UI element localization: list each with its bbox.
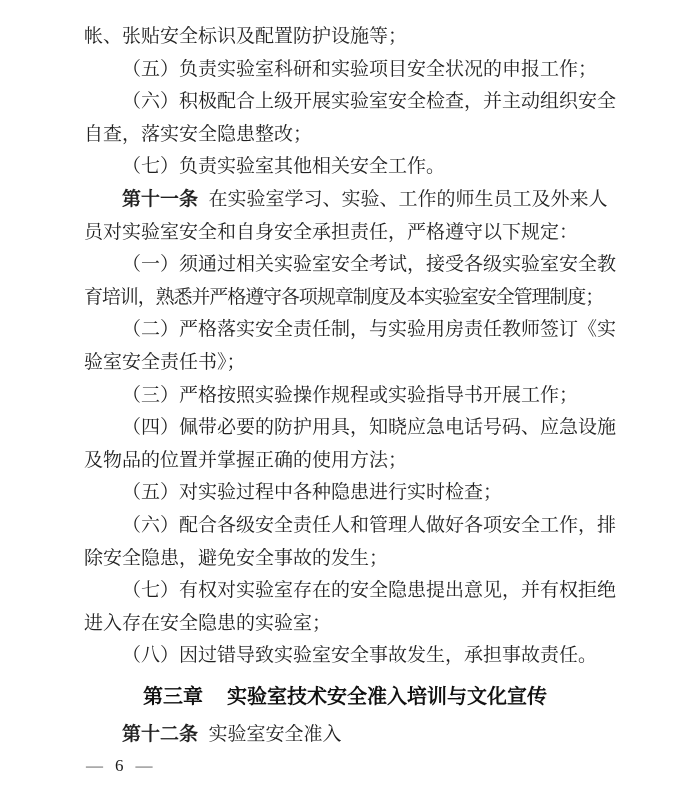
text-line <box>84 314 617 347</box>
line-text: 进入存在安全隐患的实验室； <box>84 612 332 634</box>
footer-dash-left: — <box>86 755 103 775</box>
line-text: 除安全隐患，避免安全事故的发生； <box>84 547 389 569</box>
line-text: （二）严格落实安全责任制，与实验用房责任教师签订《实 <box>122 319 617 341</box>
line-text: （三）严格按照实验操作规程或实验指导书开展工作； <box>122 384 579 406</box>
text-line <box>84 151 606 184</box>
line-text: 帐、张贴安全标识及配置防护设施等； <box>84 26 408 47</box>
footer-dash-right: — <box>135 755 153 775</box>
article-number-label: 第十二条 <box>122 723 199 745</box>
text-line <box>84 86 617 119</box>
document-body <box>84 21 617 750</box>
line-text: （八）因过错导致实验室安全事故发生，承担事故责任。 <box>122 645 598 667</box>
text-line <box>84 445 606 478</box>
text-line <box>84 347 606 380</box>
text-line <box>84 217 606 250</box>
text-line <box>84 477 606 510</box>
line-text: （五）负责实验室科研和实验项目安全状况的申报工作； <box>122 58 598 80</box>
line-text: 验室安全责任书》； <box>84 351 246 373</box>
text-line <box>84 510 617 543</box>
line-text: 在实验室学习、实验、工作的师生员工及外来人 <box>208 188 608 210</box>
text-line <box>84 640 606 673</box>
line-text: （六）配合各级安全责任人和管理人做好各项安全工作，排 <box>122 514 617 536</box>
line-text: （一）须通过相关实验室安全考试，接受各级实验室安全教 <box>122 254 617 276</box>
line-text: （四）佩带必要的防护用具，知晓应急电话号码、应急设施 <box>122 417 617 439</box>
text-line <box>84 119 606 152</box>
text-line <box>84 184 606 217</box>
text-line <box>84 282 606 315</box>
text-line <box>84 575 617 608</box>
line-text: （七）有权对实验室存在的安全隐患提出意见，并有权拒绝 <box>122 580 617 602</box>
line-text: （七）负责实验室其他相关安全工作。 <box>122 156 446 178</box>
text-line <box>84 249 617 282</box>
text-line <box>84 412 617 445</box>
text-line <box>84 543 606 576</box>
line-text: 及物品的位置并掌握正确的使用方法； <box>84 449 408 471</box>
line-text: （五）对实验过程中各种隐患进行实时检查； <box>122 482 503 504</box>
line-text: 员对实验室安全和自身安全承担责任，严格遵守以下规定： <box>84 221 579 243</box>
text-line <box>84 54 606 87</box>
article-number-label: 第三章 <box>143 685 203 708</box>
line-text: 育培训，熟悉并严格遵守各项规章制度及本实验室安全管理制度； <box>84 286 604 308</box>
chapter-heading <box>84 682 606 713</box>
page-number: 6 <box>115 755 124 775</box>
text-line <box>84 21 606 54</box>
text-line <box>84 380 606 413</box>
text-line <box>84 719 606 750</box>
text-line <box>84 608 606 641</box>
article-number-label: 第十一条 <box>122 188 199 210</box>
line-text: 实验室安全准入 <box>208 723 342 745</box>
page-footer <box>84 755 610 777</box>
line-text: 自查，落实安全隐患整改； <box>84 123 313 145</box>
line-text: （六）积极配合上级开展实验室安全检查，并主动组织安全 <box>122 91 617 113</box>
line-text: 实验室技术安全准入培训与文化宣传 <box>227 685 547 708</box>
